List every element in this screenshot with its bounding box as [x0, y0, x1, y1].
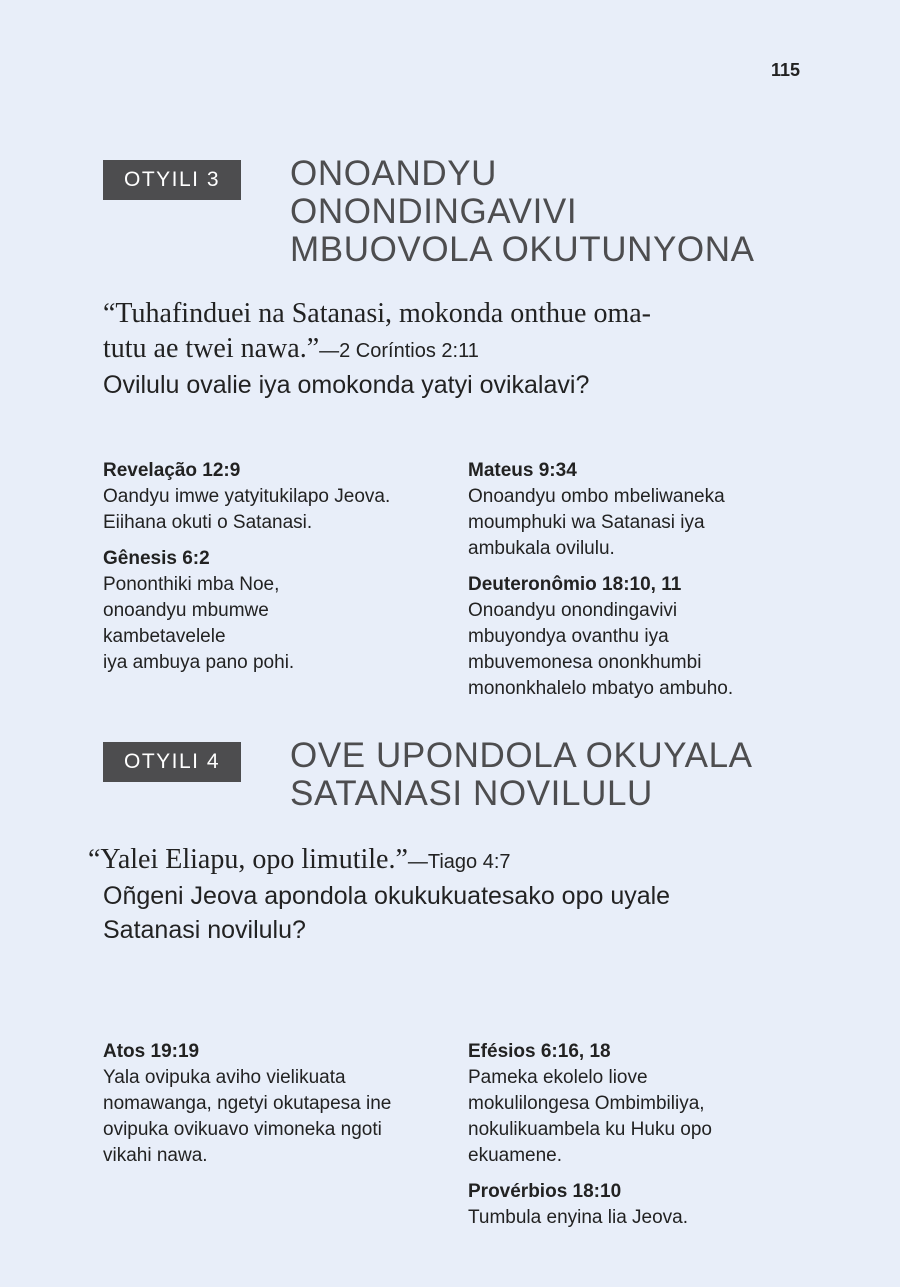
reference-entry	[103, 1039, 443, 1169]
reference-title: Efésios 6:16, 18	[468, 1041, 611, 1062]
reference-text: onoandyu mbumwe	[103, 600, 269, 621]
reference-text: mbuyondya ovanthu iya	[468, 626, 669, 647]
lesson-question: Ovilulu ovalie iya omokonda yatyi ovikalavi?	[103, 371, 590, 399]
reference-text: ambukala ovilulu.	[468, 538, 615, 559]
reference-column-right	[468, 458, 808, 702]
quote-text: “Yalei Eliapu, opo limutile.”	[88, 844, 408, 875]
reference-text: moumphuki wa Satanasi iya	[468, 512, 705, 533]
page-number: 115	[770, 60, 800, 80]
lesson-title-line: OVE UPONDOLA OKUYALA	[290, 736, 753, 775]
reference-column-left	[103, 1039, 443, 1169]
reference-entry	[468, 1179, 808, 1231]
scripture-quote	[103, 296, 803, 402]
reference-title: Mateus 9:34	[468, 460, 577, 481]
lesson-title-line: ONOANDYU	[290, 154, 498, 193]
reference-text: ekuamene.	[468, 1145, 563, 1166]
reference-title: Atos 19:19	[103, 1041, 200, 1062]
reference-text: Yala ovipuka aviho vielikuata	[103, 1067, 346, 1088]
reference-text: Pameka ekolelo liove	[468, 1067, 648, 1088]
lesson-title-line: ONONDINGAVIVI	[290, 192, 578, 231]
reference-text: nokulikuambela ku Huku opo	[468, 1119, 712, 1140]
quote-reference: —2 Coríntios 2:11	[319, 340, 479, 362]
reference-text: Tumbula enyina lia Jeova.	[468, 1207, 689, 1228]
reference-entry	[103, 458, 443, 536]
lesson-badge: OTYILI 4	[103, 742, 241, 782]
lesson-question: Oñgeni Jeova apondola okukukuatesako opo uyale	[103, 882, 671, 910]
reference-entry	[468, 572, 808, 702]
reference-text: Oandyu imwe yatyitukilapo Jeova.	[103, 486, 391, 507]
lesson-title-line: MBUOVOLA OKUTUNYONA	[290, 230, 755, 269]
lesson-title-line: SATANASI NOVILULU	[290, 774, 653, 813]
lesson-question: Satanasi novilulu?	[103, 916, 306, 944]
reference-column-right	[468, 1039, 808, 1231]
reference-text: mokulilongesa Ombimbiliya,	[468, 1093, 705, 1114]
reference-text: iya ambuya pano pohi.	[103, 652, 295, 673]
reference-column-left	[103, 458, 443, 676]
scripture-quote	[88, 842, 788, 947]
reference-text: mbuvemonesa ononkhumbi	[468, 652, 702, 673]
reference-entry	[468, 458, 808, 562]
quote-text: tutu ae twei nawa.”	[103, 333, 320, 364]
reference-title: Revelação 12:9	[103, 460, 241, 481]
lesson-badge: OTYILI 3	[103, 160, 241, 200]
reference-text: Onoandyu onondingavivi	[468, 600, 678, 621]
reference-text: nomawanga, ngetyi okutapesa ine	[103, 1093, 392, 1114]
reference-text: Onoandyu ombo mbeliwaneka	[468, 486, 725, 507]
reference-title: Provérbios 18:10	[468, 1181, 622, 1202]
reference-text: Pononthiki mba Noe,	[103, 574, 280, 595]
reference-text: mononkhalelo mbatyo ambuho.	[468, 678, 734, 699]
reference-text: vikahi nawa.	[103, 1145, 208, 1166]
reference-title: Deuteronômio 18:10, 11	[468, 574, 682, 595]
reference-entry	[103, 546, 443, 676]
quote-text: “Tuhafinduei na Satanasi, mokonda onthue oma-	[103, 298, 651, 329]
lesson-title	[290, 155, 755, 269]
quote-reference: —Tiago 4:7	[407, 851, 511, 873]
reference-entry	[468, 1039, 808, 1169]
reference-text: ovipuka ovikuavo vimoneka ngoti	[103, 1119, 382, 1140]
lesson-title	[290, 737, 753, 813]
reference-text: Eiihana okuti o Satanasi.	[103, 512, 313, 533]
reference-text: kambetavelele	[103, 626, 226, 647]
reference-title: Gênesis 6:2	[103, 548, 210, 569]
